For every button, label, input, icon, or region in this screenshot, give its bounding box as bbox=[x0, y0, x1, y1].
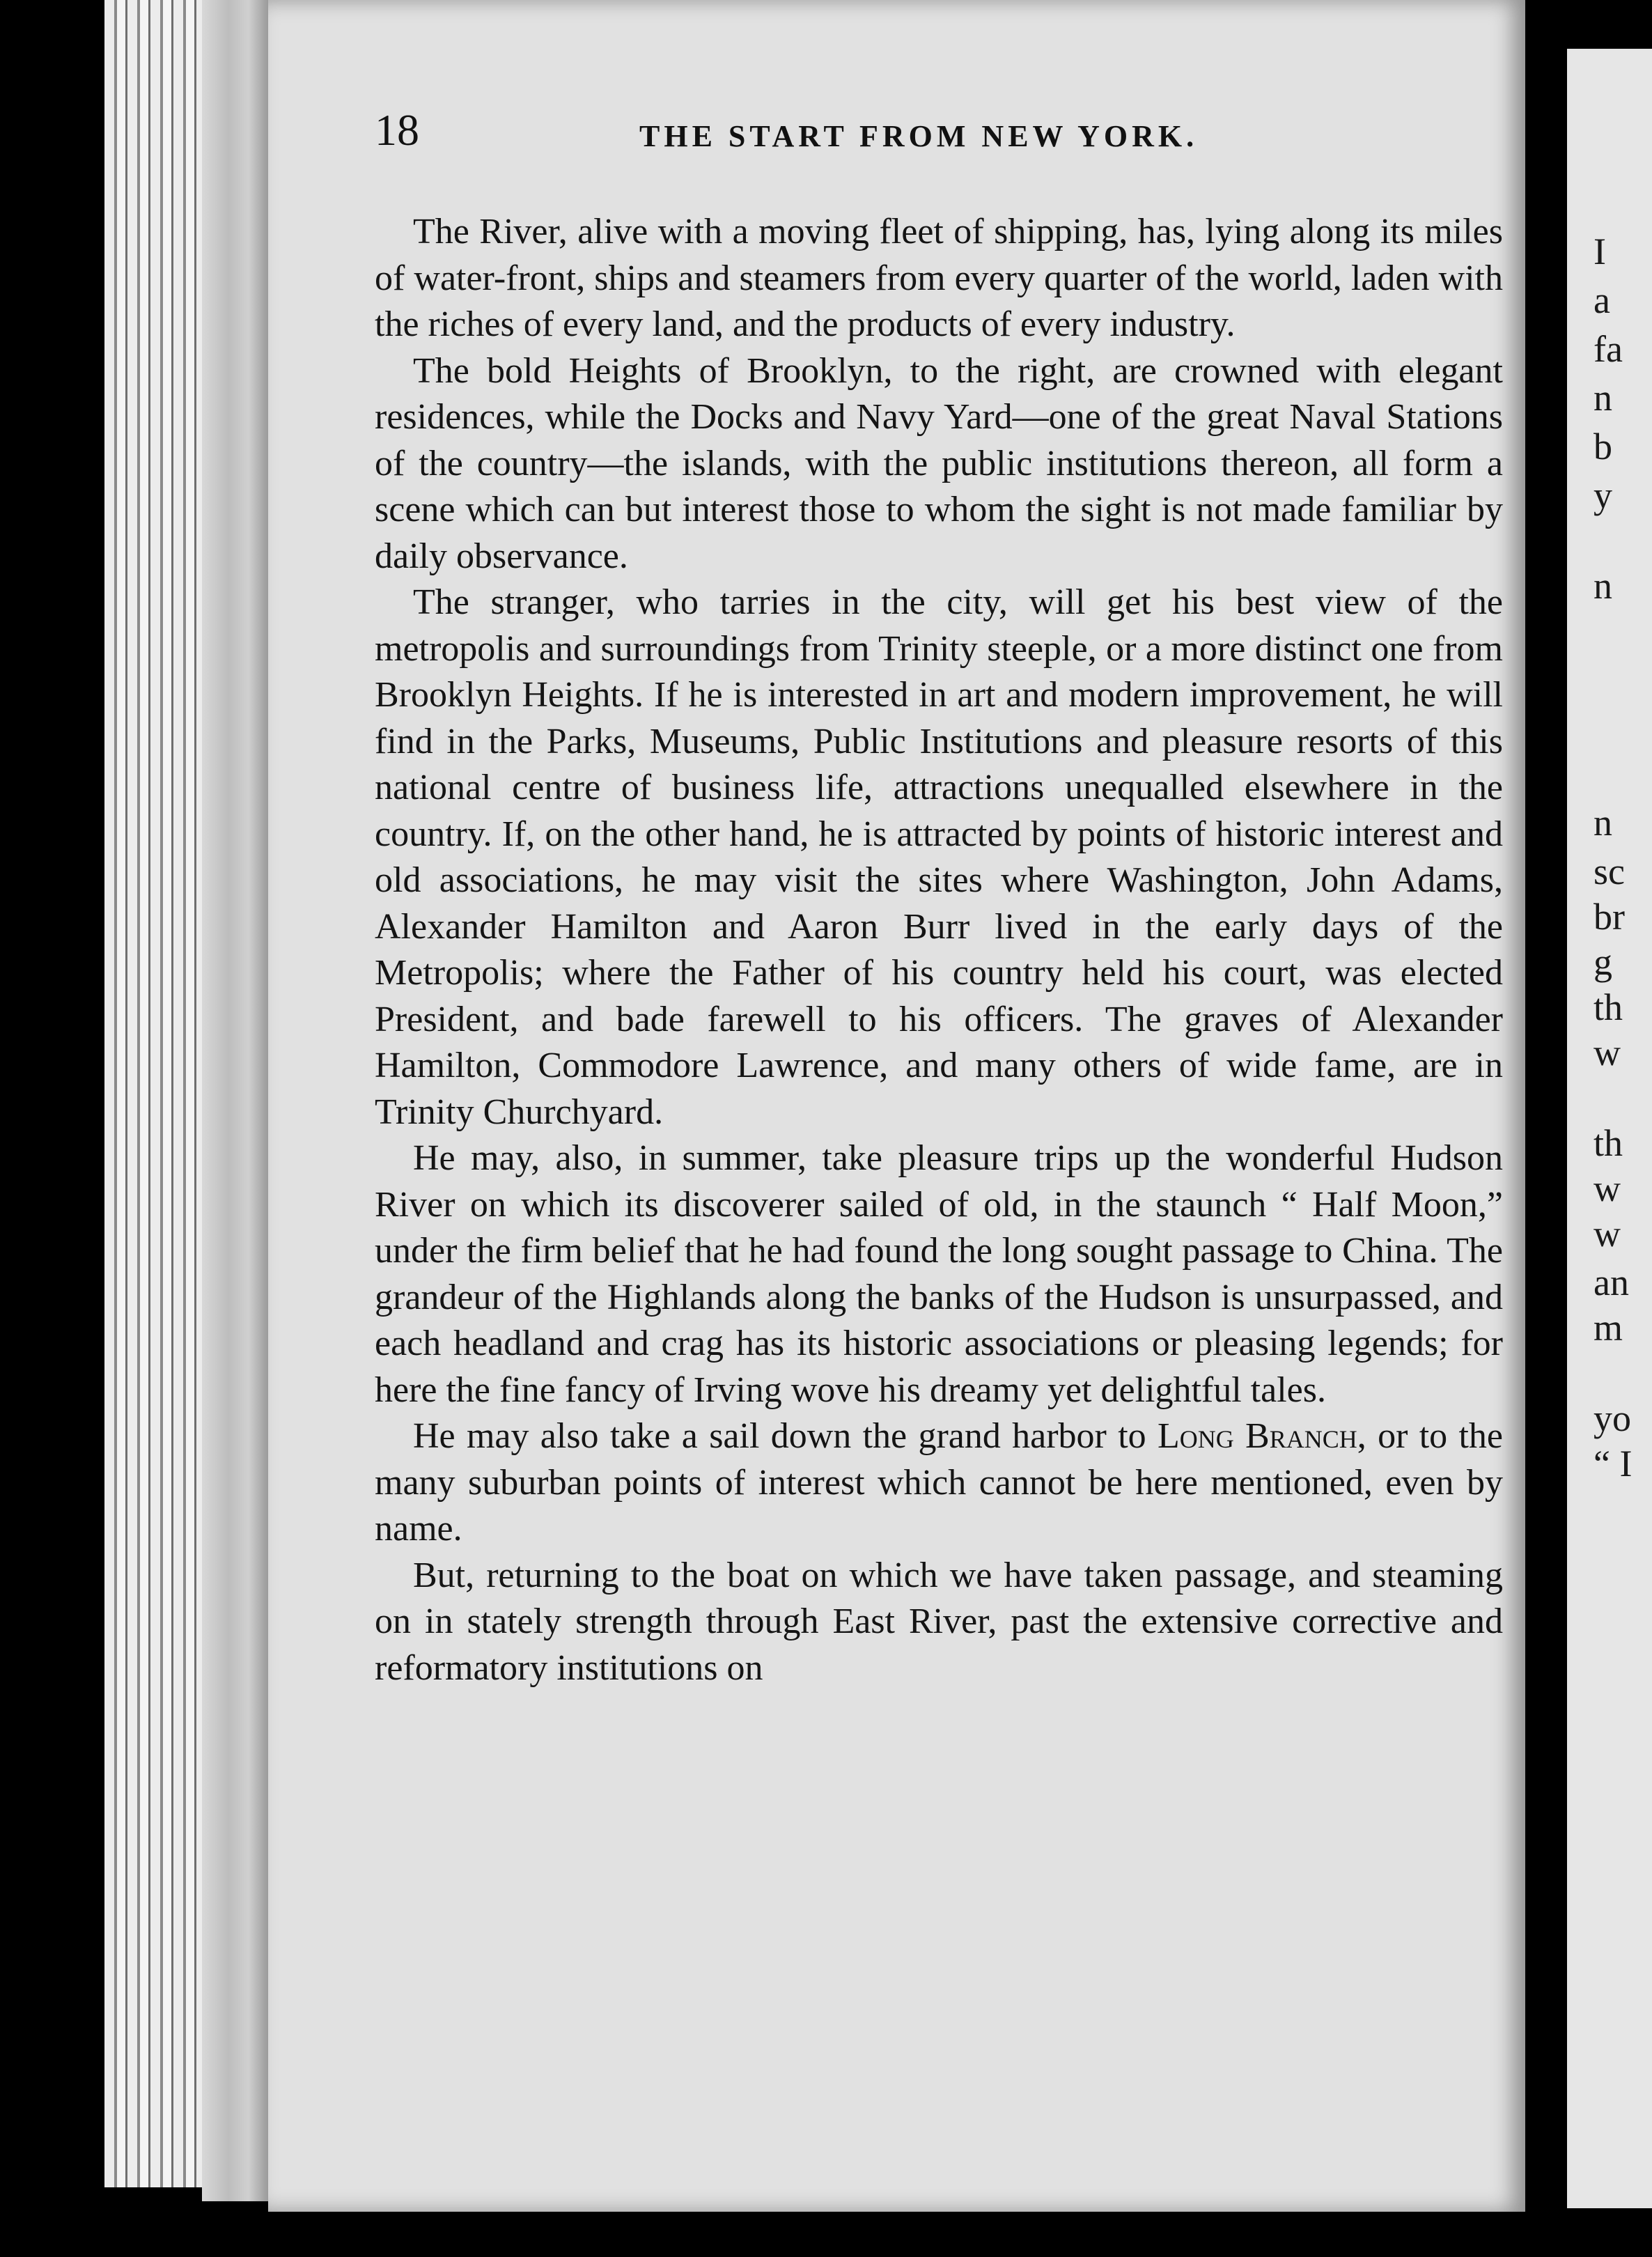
facing-fragment: a bbox=[1593, 279, 1610, 321]
paragraph-5-end: , or to the many suburban points of interest which cannot be here mentioned, even by name. bbox=[375, 1416, 1503, 1549]
facing-fragment: w bbox=[1593, 1213, 1621, 1255]
page-body bbox=[375, 209, 1503, 1691]
facing-fragment: fa bbox=[1593, 328, 1623, 370]
paragraph-3: The stranger, who tarries in the city, will get his best view of the metropolis and surroundings from Trinity steeple, or a more distinct one from Brooklyn Heights. If he is interested in art and modern improvement, he will find in the Parks, Museums, Public Institutions and pleasure resorts of this national centre of business life, attractions unequalled elsewhere in the country. If, on the other hand, he is attracted by points of historic interest and old associations, he may visit the sites where Washington, John Adams, Alexander Hamilton and Aaron Burr lived in the early days of the Metropolis; where the Father of his country held his court, was elected President, and bade farewell to his officers. The graves of Alexander Hamilton, Commodore Lawrence, and many others of wide fame, are in Trinity Churchyard. bbox=[375, 582, 1503, 1132]
page-edges-shadow bbox=[202, 0, 268, 2201]
facing-fragment: n bbox=[1593, 377, 1612, 419]
facing-fragment: sc bbox=[1593, 851, 1625, 892]
paragraph-1: The River, alive with a moving fleet of shipping, has, lying along its miles of water-front, ships and steamers from every quarter of the world, laden with the riches of every land, and the products of every industry. bbox=[375, 212, 1503, 344]
facing-fragment: y bbox=[1593, 474, 1612, 516]
facing-fragment: “ I bbox=[1593, 1443, 1632, 1484]
paragraph-2: The bold Heights of Brooklyn, to the right, are crowned with elegant residences, while the Docks and Navy Yard—one of the great Naval Stations of the country—the islands, with the public institutions thereon, all form a scene which can but interest those to whom the sight is not made familiar by daily observance. bbox=[375, 350, 1503, 576]
facing-fragment: th bbox=[1593, 1122, 1623, 1164]
place-name-long-branch: Long Branch bbox=[1157, 1416, 1357, 1456]
facing-fragment: g bbox=[1593, 941, 1612, 983]
facing-fragment: n bbox=[1593, 565, 1612, 607]
facing-fragment: th bbox=[1593, 986, 1623, 1028]
facing-fragment: w bbox=[1593, 1032, 1621, 1073]
facing-fragment: m bbox=[1593, 1307, 1623, 1349]
paragraph-4: He may, also, in summer, take pleasure trips up the wonderful Hudson River on which its discoverer sailed of old, in the staunch “ Half Moon,” under the firm belief that he had found the long sought passage to China. The grandeur of the Highlands along the banks of the Hudson is unsurpassed, and each headland and crag has its historic associations or pleasing legends; for here the fine fancy of Irving wove his dreamy yet delightful tales. bbox=[375, 1138, 1503, 1410]
facing-fragment: w bbox=[1593, 1168, 1621, 1209]
facing-fragment: yo bbox=[1593, 1397, 1631, 1439]
facing-page bbox=[1567, 49, 1652, 2208]
facing-fragment: n bbox=[1593, 802, 1612, 844]
running-head: THE START FROM NEW YORK. bbox=[639, 119, 1199, 153]
paragraph-5 bbox=[375, 1413, 1503, 1553]
page-header bbox=[375, 104, 1510, 160]
facing-fragment: b bbox=[1593, 426, 1612, 467]
facing-fragment: I bbox=[1593, 231, 1606, 272]
page-number: 18 bbox=[375, 105, 419, 155]
paragraph-5-start: He may also take a sail down the grand harbor to bbox=[413, 1416, 1158, 1456]
facing-fragment: an bbox=[1593, 1262, 1629, 1303]
paragraph-6: But, returning to the boat on which we have taken passage, and steaming on in stately strength through East River, past the extensive corrective and reformatory institutions on bbox=[375, 1555, 1503, 1688]
facing-fragment: br bbox=[1593, 896, 1625, 938]
